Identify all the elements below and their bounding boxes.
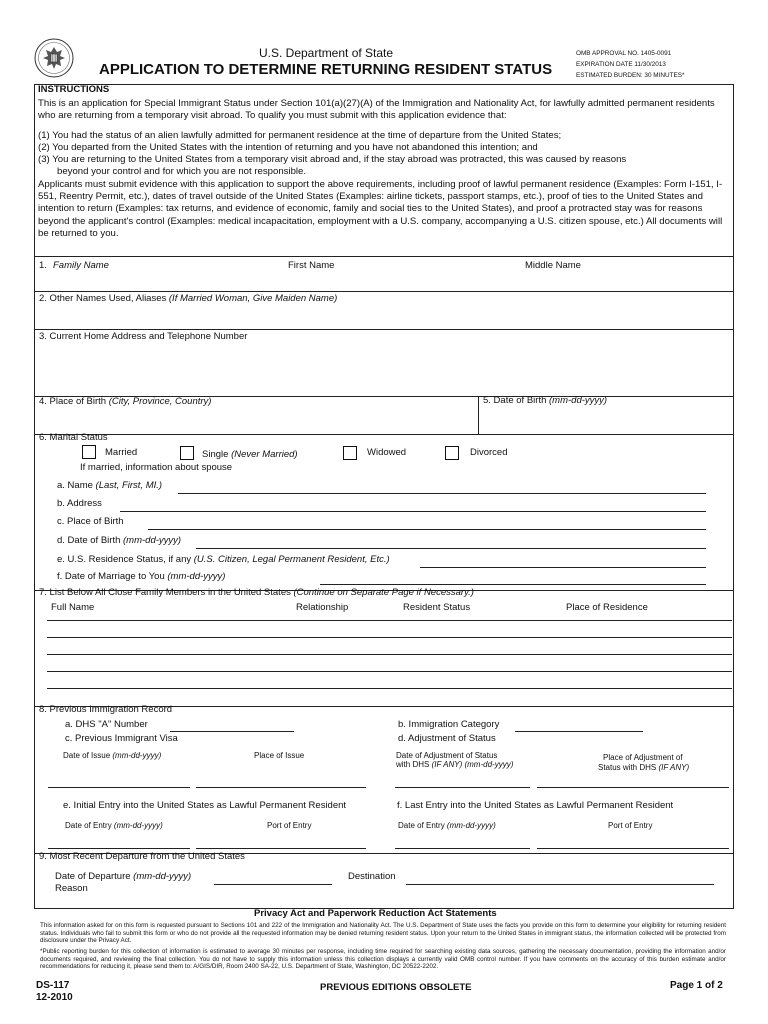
adjustment-date-label-1: Date of Adjustment of Status [396, 751, 498, 760]
q2-hint: (If Married Woman, Give Maiden Name) [168, 293, 338, 304]
col-resident-status: Resident Status [403, 602, 471, 613]
immigration-category-field[interactable] [515, 731, 643, 732]
q2-label [39, 294, 337, 305]
previous-visa-label: c. Previous Immigrant Visa [65, 733, 178, 744]
family-row-1[interactable] [47, 620, 732, 621]
q1-number: 1. [39, 260, 47, 271]
last-entry-date-label [398, 821, 496, 830]
instructions-intro: This is an application for Special Immigrant Status under Section 101(a)(27)(A) of the Immigration and Nationality Act, for lawfully admitted permanent residents who are returning from a temporary visit abroad. To qualify you must submit with this application evidence that: [38, 98, 715, 122]
q1-middle-name-label: Middle Name [525, 260, 581, 271]
spouse-dob-hint: (mm-dd-yyyy) [123, 535, 182, 546]
place-of-issue-label: Place of Issue [254, 751, 305, 760]
q1-first-name-label: First Name [288, 260, 335, 271]
family-row-5[interactable] [47, 688, 732, 689]
instructions-item-3: (3) You are returning to the United States from a temporary visit abroad and, if the stay abroad was protracted, this was caused by reasons [38, 154, 627, 166]
q2-label-text: 2. Other Names Used, Aliases [39, 293, 167, 304]
initial-entry-date-text: Date of Entry [65, 821, 112, 830]
married-label: Married [105, 447, 138, 458]
instructions-item-3-cont: beyond your control and for which you are not responsible. [57, 166, 307, 178]
form-edition-date: 12-2010 [36, 992, 73, 1003]
q8-label: 8. Previous Immigration Record [39, 704, 173, 715]
initial-entry-date-label [65, 821, 163, 830]
single-label-text: Single [202, 449, 229, 460]
adjustment-place-label-2 [598, 763, 689, 772]
single-label [202, 450, 298, 461]
last-entry-date-field[interactable] [395, 848, 530, 849]
privacy-statement: This information asked for on this form is requested pursuant to Sections 101 and 222 of the Immigration and Nationality Act. The U.S. Department of State uses the facts you provide on this form to determine your eligibility for returning resident status. Individuals who fail to submit this form or who do not provide all the requested information may be denied returning resident status. Upon your return to the United States in immigrant status, the information collected will be protected from disclosure under the Privacy Act. [40, 922, 726, 945]
initial-entry-label: e. Initial Entry into the United States as Lawful Permanent Resident [63, 800, 347, 811]
col-relationship: Relationship [296, 602, 349, 613]
q5-label [483, 396, 607, 407]
date-of-issue-text: Date of Issue [63, 751, 111, 760]
adjustment-place-hint: (IF ANY) [658, 763, 690, 772]
q7-label-text: 7. List Below All Close Family Members in the United States [39, 587, 291, 598]
departure-date-hint: (mm-dd-yyyy) [133, 871, 192, 882]
spouse-name-hint: (Last, First, MI.) [95, 480, 163, 491]
immigration-category-label: b. Immigration Category [398, 719, 500, 730]
instructions-body [38, 98, 728, 240]
other-names-field[interactable] [38, 307, 728, 327]
married-checkbox[interactable] [82, 445, 96, 459]
reason-field[interactable] [100, 884, 700, 902]
destination-label: Destination [348, 871, 396, 882]
q6-label: 6. Marital Status [39, 432, 108, 443]
adjustment-date-hint: (IF ANY) (mm-dd-yyyy) [431, 760, 514, 769]
initial-entry-date-hint: (mm-dd-yyyy) [113, 821, 163, 830]
col-full-name: Full Name [51, 602, 95, 613]
q5-label-text: 5. Date of Birth [483, 395, 547, 406]
expiration-date: EXPIRATION DATE 11/30/2013 [576, 61, 666, 68]
departure-date-text: Date of Departure [55, 871, 131, 882]
departure-date-label [55, 872, 191, 883]
single-hint: (Never Married) [231, 449, 298, 460]
date-of-issue-label [63, 751, 161, 760]
last-entry-port-label: Port of Entry [608, 821, 653, 830]
middle-name-field[interactable] [521, 274, 729, 290]
last-entry-label: f. Last Entry into the United States as Lawful Permanent Resident [397, 800, 674, 811]
department-seal-icon [34, 38, 74, 78]
widowed-label: Widowed [367, 447, 407, 458]
reason-label: Reason [55, 883, 88, 894]
spouse-name-text: a. Name [57, 480, 93, 491]
initial-entry-port-field[interactable] [196, 848, 366, 849]
editions-obsolete: PREVIOUS EDITIONS OBSOLETE [320, 982, 472, 993]
q4-hint: (City, Province, Country) [108, 396, 212, 407]
date-of-birth-field[interactable] [482, 410, 728, 430]
spouse-residence-field[interactable] [420, 567, 706, 568]
department-name: U.S. Department of State [259, 46, 394, 60]
family-row-3[interactable] [47, 654, 732, 655]
q5-hint: (mm-dd-yyyy) [549, 395, 608, 406]
q4-label-text: 4. Place of Birth [39, 396, 107, 407]
spouse-dob-label [57, 536, 181, 547]
spouse-birthplace-field[interactable] [148, 529, 706, 530]
instructions-evidence: Applicants must submit evidence with this application to support the above requirements, including proof of lawful permanent residence (Examples: Form I-151, I-551, Reentry Permit, etc.), dates of travel outside of the United States (Examples: airline tickets, passport stamps, etc.), proof of ties to the United States and intention to return (Examples: tax returns, and evidence of economic, family and social ties to the United States), and proof a protracted stay was for reasons beyond the applicant's control (Examples: medical incapacitation, employment with a U.S. company, accompanying a U.S. citizen spouse, etc.) All documents will be returned to you. [38, 178, 723, 239]
marriage-date-text: f. Date of Marriage to You [57, 571, 165, 582]
initial-entry-date-field[interactable] [48, 848, 190, 849]
visa-date-field[interactable] [48, 787, 190, 788]
adjustment-place-text: Status with DHS [598, 763, 657, 772]
first-name-field[interactable] [284, 274, 514, 290]
privacy-heading: Privacy Act and Paperwork Reduction Act Statements [254, 908, 497, 919]
q4-label [39, 397, 211, 408]
spouse-residence-label [57, 555, 390, 566]
adjustment-place-field[interactable] [537, 787, 729, 788]
divorced-label: Divorced [470, 447, 508, 458]
widowed-checkbox[interactable] [343, 446, 357, 460]
spouse-note: If married, information about spouse [80, 462, 233, 473]
adjustment-date-text: with DHS [396, 760, 430, 769]
instructions-item-1: (1) You had the status of an alien lawfully admitted for permanent residence at the time of departure from the United States; [38, 129, 562, 141]
place-of-birth-field[interactable] [38, 410, 474, 430]
form-number: DS-117 [36, 980, 70, 991]
q3-label: 3. Current Home Address and Telephone Number [39, 331, 248, 342]
adjustment-place-label-1: Place of Adjustment of [603, 753, 683, 762]
page-number: Page 1 of 2 [670, 980, 723, 991]
q1-family-name-label: Family Name [53, 260, 109, 271]
instructions-item-2: (2) You departed from the United States with the intention of returning and you have not abandoned this intention; and [38, 141, 538, 153]
family-row-2[interactable] [47, 637, 732, 638]
spouse-residence-text: e. U.S. Residence Status, if any [57, 554, 192, 565]
q9-label: 9. Most Recent Departure from the United States [39, 851, 245, 862]
instructions-heading: INSTRUCTIONS [38, 84, 110, 95]
burden-statement: *Public reporting burden for this collection of information is estimated to average 30 minutes per response, including time required for searching existing data sources, gathering the necessary documentation, providing the information and/or documents required, and reviewing the final collection. You do not have to supply this information unless this collection displays a currently valid OMB control number. If you have comments on the accuracy of this burden estimate and/or recommendations for reducing it, please send them to: A/GIS/DIR, Room 2400 SA-22, U.S. Department of State, Washington, DC 20522-2202. [40, 948, 726, 971]
spouse-residence-hint: (U.S. Citizen, Legal Permanent Resident, Etc.) [193, 554, 390, 565]
single-checkbox[interactable] [180, 446, 194, 460]
marriage-date-hint: (mm-dd-yyyy) [167, 571, 226, 582]
spouse-dob-field[interactable] [196, 548, 706, 549]
q7-label [39, 588, 474, 599]
last-entry-date-text: Date of Entry [398, 821, 445, 830]
adjustment-status-label: d. Adjustment of Status [398, 733, 496, 744]
dhs-a-number-label: a. DHS "A" Number [65, 719, 148, 730]
marriage-date-field[interactable] [320, 584, 706, 585]
spouse-dob-text: d. Date of Birth [57, 535, 121, 546]
divorced-checkbox[interactable] [445, 446, 459, 460]
spouse-name-field[interactable] [178, 493, 706, 494]
spouse-birthplace-label: c. Place of Birth [57, 516, 124, 527]
col-place-of-residence: Place of Residence [566, 602, 648, 613]
spouse-name-label [57, 481, 162, 492]
last-entry-port-field[interactable] [537, 848, 729, 849]
initial-entry-port-label: Port of Entry [267, 821, 312, 830]
omb-number: OMB APPROVAL NO. 1405-0091 [576, 50, 672, 57]
estimated-burden: ESTIMATED BURDEN: 30 MINUTES* [576, 72, 685, 79]
family-name-field[interactable] [38, 274, 278, 290]
dhs-a-number-field[interactable] [170, 731, 294, 732]
adjustment-date-field[interactable] [395, 787, 530, 788]
form-title: APPLICATION TO DETERMINE RETURNING RESIDENT STATUS [99, 61, 553, 78]
adjustment-date-label-2 [396, 760, 513, 769]
spouse-address-label: b. Address [57, 498, 102, 509]
family-row-4[interactable] [47, 671, 732, 672]
last-entry-date-hint: (mm-dd-yyyy) [446, 821, 496, 830]
visa-place-field[interactable] [196, 787, 366, 788]
date-of-issue-hint: (mm-dd-yyyy) [112, 751, 162, 760]
q7-hint: (Continue on Separate Page if Necessary.) [293, 587, 474, 598]
marriage-date-label [57, 572, 225, 583]
home-address-field[interactable] [38, 345, 728, 393]
spouse-address-field[interactable] [120, 511, 706, 512]
